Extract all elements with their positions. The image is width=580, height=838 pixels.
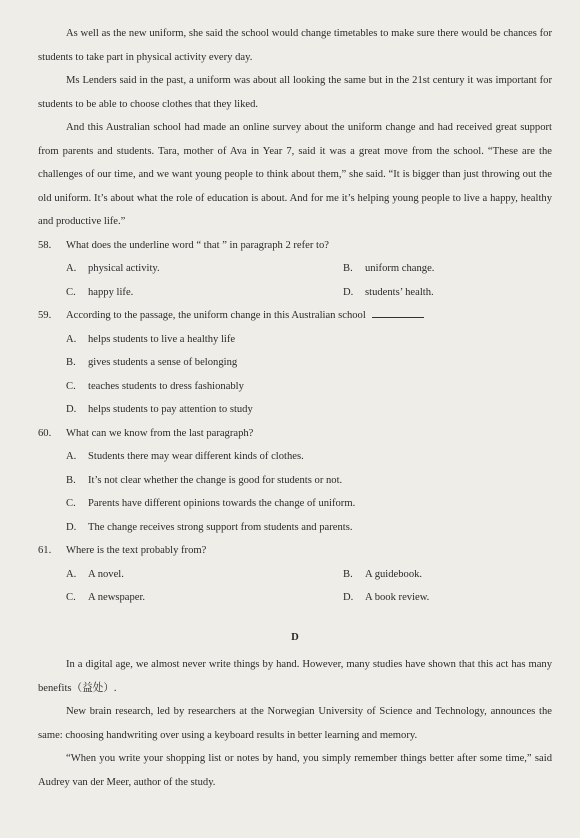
question-text: What does the underline word “ that ” in paragraph 2 refer to? — [66, 239, 329, 251]
option-text: A book review. — [365, 592, 430, 603]
option-a[interactable] — [66, 563, 343, 587]
option-d[interactable] — [343, 586, 543, 610]
option-b[interactable] — [38, 469, 552, 493]
option-a[interactable] — [38, 445, 552, 469]
option-b[interactable] — [343, 257, 543, 281]
question-text: What can we know from the last paragraph? — [66, 427, 254, 439]
paragraph-uniform-timetable: As well as the new uniform, she said the school would change timetables to make sure there would be chances for students to take part in physical activity every day. — [38, 28, 552, 63]
option-a[interactable] — [38, 328, 552, 352]
option-text: uniform change. — [365, 263, 435, 274]
question-number: 58. — [38, 239, 52, 251]
option-text: teaches students to dress fashionably — [88, 380, 244, 392]
option-text: A guidebook. — [365, 568, 423, 580]
paragraph-author-quote: “When you write your shopping list or notes by hand, you simply remember things better after some time,” said Audrey van der Meer, author of the study. — [38, 753, 552, 788]
option-letter: B. — [343, 263, 353, 274]
option-letter: A. — [66, 263, 77, 274]
option-b[interactable] — [343, 563, 543, 587]
paragraph-online-survey: And this Australian school had made an online survey about the uniform change and had received great support from parents and students. Tara, mother of Ava in Year 7, said it was a great move from the school. “These are the challenges of our time, and we want young people to think about them,” she said. “It is bigger than just throwing out the old uniform. It’s about what the role of education is about. And for me it’s helping young people to live a happy, healthy and productive life.” — [38, 122, 552, 227]
option-letter: C. — [66, 286, 76, 298]
option-text: students’ health. — [365, 286, 434, 298]
option-letter: D. — [66, 404, 77, 415]
option-text: physical activity. — [88, 263, 160, 274]
option-text: helps students to pay attention to study — [88, 404, 253, 415]
paragraph-lenders-quote: Ms Lenders said in the past, a uniform was about all looking the same but in the 21st century it was important for students to be able to choose clothes that they liked. — [38, 75, 552, 110]
option-letter: D. — [66, 521, 77, 533]
option-letter: A. — [66, 333, 77, 345]
option-letter: B. — [343, 568, 353, 580]
options-grid — [38, 257, 552, 304]
question-60 — [38, 422, 552, 540]
option-c[interactable] — [66, 281, 343, 305]
option-letter: B. — [66, 357, 76, 368]
question-58 — [38, 234, 552, 305]
option-text: A novel. — [88, 568, 124, 580]
answer-blank[interactable] — [372, 307, 424, 318]
option-c[interactable] — [38, 492, 552, 516]
option-b[interactable] — [38, 351, 552, 375]
question-59 — [38, 304, 552, 422]
option-d[interactable] — [343, 281, 543, 305]
option-text: A newspaper. — [88, 592, 146, 603]
option-text: happy life. — [88, 286, 134, 298]
paragraph-digital-age: In a digital age, we almost never write things by hand. However, many studies have shown that this act has many benefits（益处）. — [38, 659, 552, 694]
option-letter: D. — [343, 592, 354, 603]
option-d[interactable] — [38, 516, 552, 540]
question-number: 61. — [38, 545, 52, 556]
question-text: Where is the text probably from? — [66, 545, 207, 556]
options-grid — [38, 563, 552, 610]
option-text: Students there may wear different kinds of clothes. — [88, 451, 304, 462]
question-number: 60. — [38, 427, 52, 439]
page-content — [38, 22, 552, 794]
option-text: The change receives strong support from students and parents. — [88, 521, 353, 533]
option-letter: C. — [66, 592, 76, 603]
question-61 — [38, 539, 552, 610]
option-letter: A. — [66, 568, 77, 580]
option-letter: D. — [343, 286, 354, 298]
option-a[interactable] — [66, 257, 343, 281]
option-c[interactable] — [66, 586, 343, 610]
option-text: helps students to live a healthy life — [88, 333, 236, 345]
question-text: According to the passage, the uniform change in this Australian school — [66, 310, 366, 321]
option-c[interactable] — [38, 375, 552, 399]
question-number: 59. — [38, 310, 52, 321]
section-title: D — [291, 631, 299, 643]
option-letter: C. — [66, 498, 76, 509]
option-d[interactable] — [38, 398, 552, 422]
paragraph-brain-research: New brain research, led by researchers at the Norwegian University of Science and Technology, announces the same: choosing handwriting over using a keyboard results in better learning and memory. — [38, 706, 552, 741]
option-letter: B. — [66, 474, 76, 486]
option-text: Parents have different opinions towards the change of uniform. — [88, 498, 356, 509]
option-letter: C. — [66, 380, 76, 392]
option-text: It’s not clear whether the change is good for students or not. — [88, 474, 343, 486]
option-text: gives students a sense of belonging — [88, 357, 238, 368]
option-letter: A. — [66, 451, 77, 462]
